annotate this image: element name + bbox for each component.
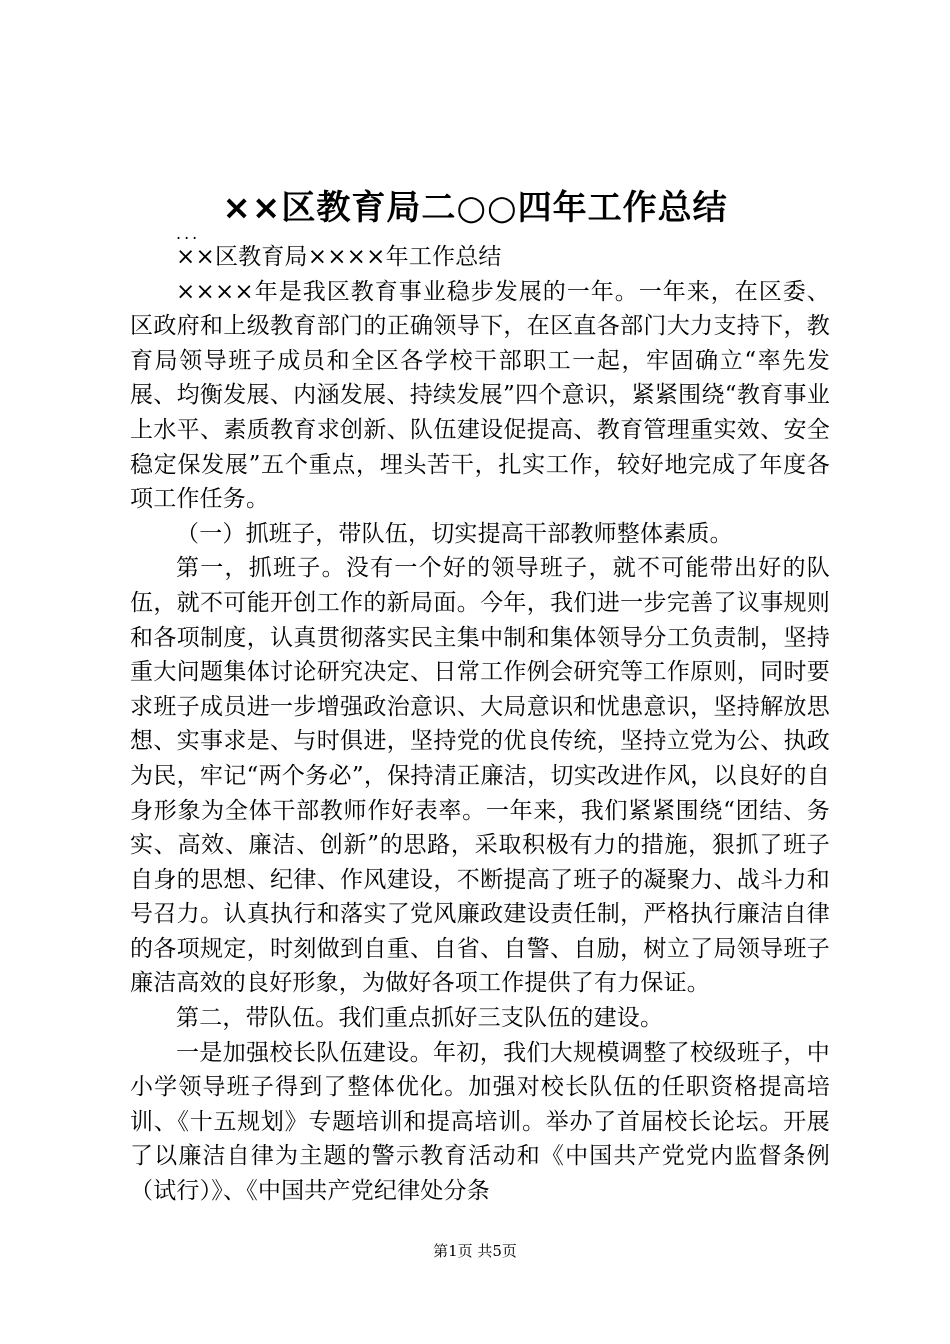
section-heading: （一）抓班子，带队伍，切实提高干部教师整体素质。 xyxy=(176,520,733,547)
subtitle-paragraph: ××区教育局××××年工作总结 xyxy=(176,244,502,270)
body-paragraph: 第二，带队伍。我们重点抓好三支队伍的建设。 xyxy=(176,1005,664,1032)
document-body xyxy=(130,240,830,1209)
body-paragraph: 一是加强校长队伍建设。年初，我们大规模调整了校级班子，中小学领导班子得到了整体优化。加强对校长队伍的任职资格提高培训、《十五规划》专题培训和提高培训。举办了首届校长论坛。开展了以廉洁自律为主题的警示教育活动和《中国共产党党内监督条例（试行）》、《中国共产党纪律处分条 xyxy=(130,1039,830,1205)
intro-paragraph: ××××年是我区教育事业稳步发展的一年。一年来，在区委、区政府和上级教育部门的正确领导下，在区直各部门大力支持下，教育局领导班子成员和全区各学校干部职工一起，牢固确立“率先发展、均衡发展、内涵发展、持续发展”四个意识，紧紧围绕“教育事业上水平、素质教育求创新、队伍建设促提高、教育管理重实效、安全稳定保发展”五个重点，埋头苦干，扎实工作，较好地完成了年度各项工作任务。 xyxy=(130,278,830,513)
body-paragraph: 第一，抓班子。没有一个好的领导班子，就不可能带出好的队伍，就不可能开创工作的新局面。今年，我们进一步完善了议事规则和各项制度，认真贯彻落实民主集中制和集体领导分工负责制，坚持重大问题集体讨论研究决定、日常工作例会研究等工作原则，同时要求班子成员进一步增强政治意识、大局意识和忧患意识，坚持解放思想、实事求是、与时俱进，坚持党的优良传统，坚持立党为公、执政为民，牢记“两个务必”，保持清正廉洁，切实改进作风，以良好的自身形象为全体干部教师作好表率。一年来，我们紧紧围绕“团结、务实、高效、廉洁、创新”的思路，采取积极有力的措施，狠抓了班子自身的思想、纪律、作风建设，不断提高了班子的凝聚力、战斗力和号召力。认真执行和落实了党风廉政建设责任制，严格执行廉洁自律的各项规定，时刻做到自重、自省、自警、自励，树立了局领导班子廉洁高效的良好形象，为做好各项工作提供了有力保证。 xyxy=(130,555,830,997)
document-title: ××区教育局二○○四年工作总结 xyxy=(222,188,728,228)
ellipsis-marker: ... xyxy=(176,224,201,243)
page-footer: 第1页 共5页 xyxy=(433,1242,517,1260)
